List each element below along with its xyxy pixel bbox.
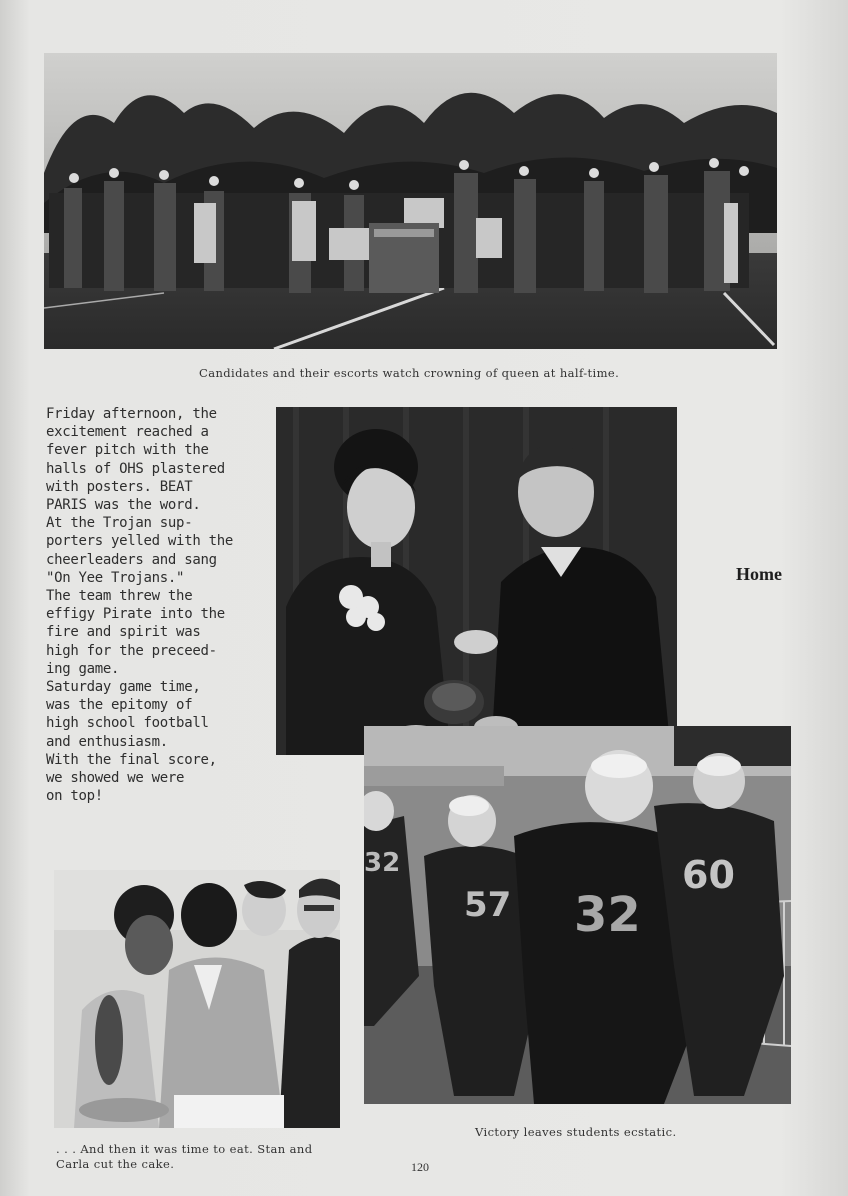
- story-line: porters yelled with the: [46, 533, 233, 550]
- story-line: fire and spirit was: [46, 624, 201, 641]
- story-line: was the epitomy of: [46, 697, 193, 714]
- story-line: "On Yee Trojans.": [46, 569, 185, 586]
- photo-king-queen: [276, 407, 677, 755]
- story-line: high for the preceed-: [46, 642, 217, 659]
- story-text: [46, 405, 268, 805]
- caption-crowning: Candidates and their escorts watch crowning of queen at half-time.: [199, 366, 620, 380]
- page-number: 120: [411, 1160, 429, 1174]
- photo-cutting-cake: [54, 870, 340, 1128]
- story-line: high school football: [46, 715, 209, 732]
- story-line: fever pitch with the: [46, 442, 209, 459]
- story-line: halls of OHS plastered: [46, 460, 225, 477]
- jersey-number: 60: [682, 853, 735, 897]
- photo-football-team: [364, 726, 791, 1104]
- story-line: With the final score,: [46, 751, 217, 768]
- jersey-number: 32: [574, 887, 641, 943]
- story-line: excitement reached a: [46, 424, 209, 441]
- story-line: with posters. BEAT: [46, 478, 193, 495]
- caption-cake-line: Carla cut the cake.: [56, 1157, 175, 1171]
- caption-cake: [56, 1142, 356, 1172]
- jersey-number: 32: [364, 848, 401, 878]
- story-line: PARIS was the word.: [46, 497, 201, 514]
- story-line: cheerleaders and sang: [46, 551, 217, 568]
- story-line: At the Trojan sup-: [46, 515, 193, 532]
- photo-crowning-queen: [44, 53, 777, 349]
- section-title: Home: [736, 564, 782, 584]
- story-line: and enthusiasm.: [46, 733, 168, 750]
- story-line: ing game.: [46, 660, 120, 677]
- story-line: Saturday game time,: [46, 679, 201, 696]
- story-line: we showed we were: [46, 770, 185, 787]
- story-line: The team threw the: [46, 588, 193, 605]
- story-line: on top!: [46, 788, 103, 805]
- story-line: Friday afternoon, the: [46, 406, 217, 422]
- story-line: effigy Pirate into the: [46, 606, 225, 623]
- jersey-number: 57: [464, 885, 512, 925]
- caption-cake-line: . . . And then it was time to eat. Stan and: [56, 1142, 313, 1156]
- caption-victory: Victory leaves students ecstatic.: [475, 1125, 677, 1139]
